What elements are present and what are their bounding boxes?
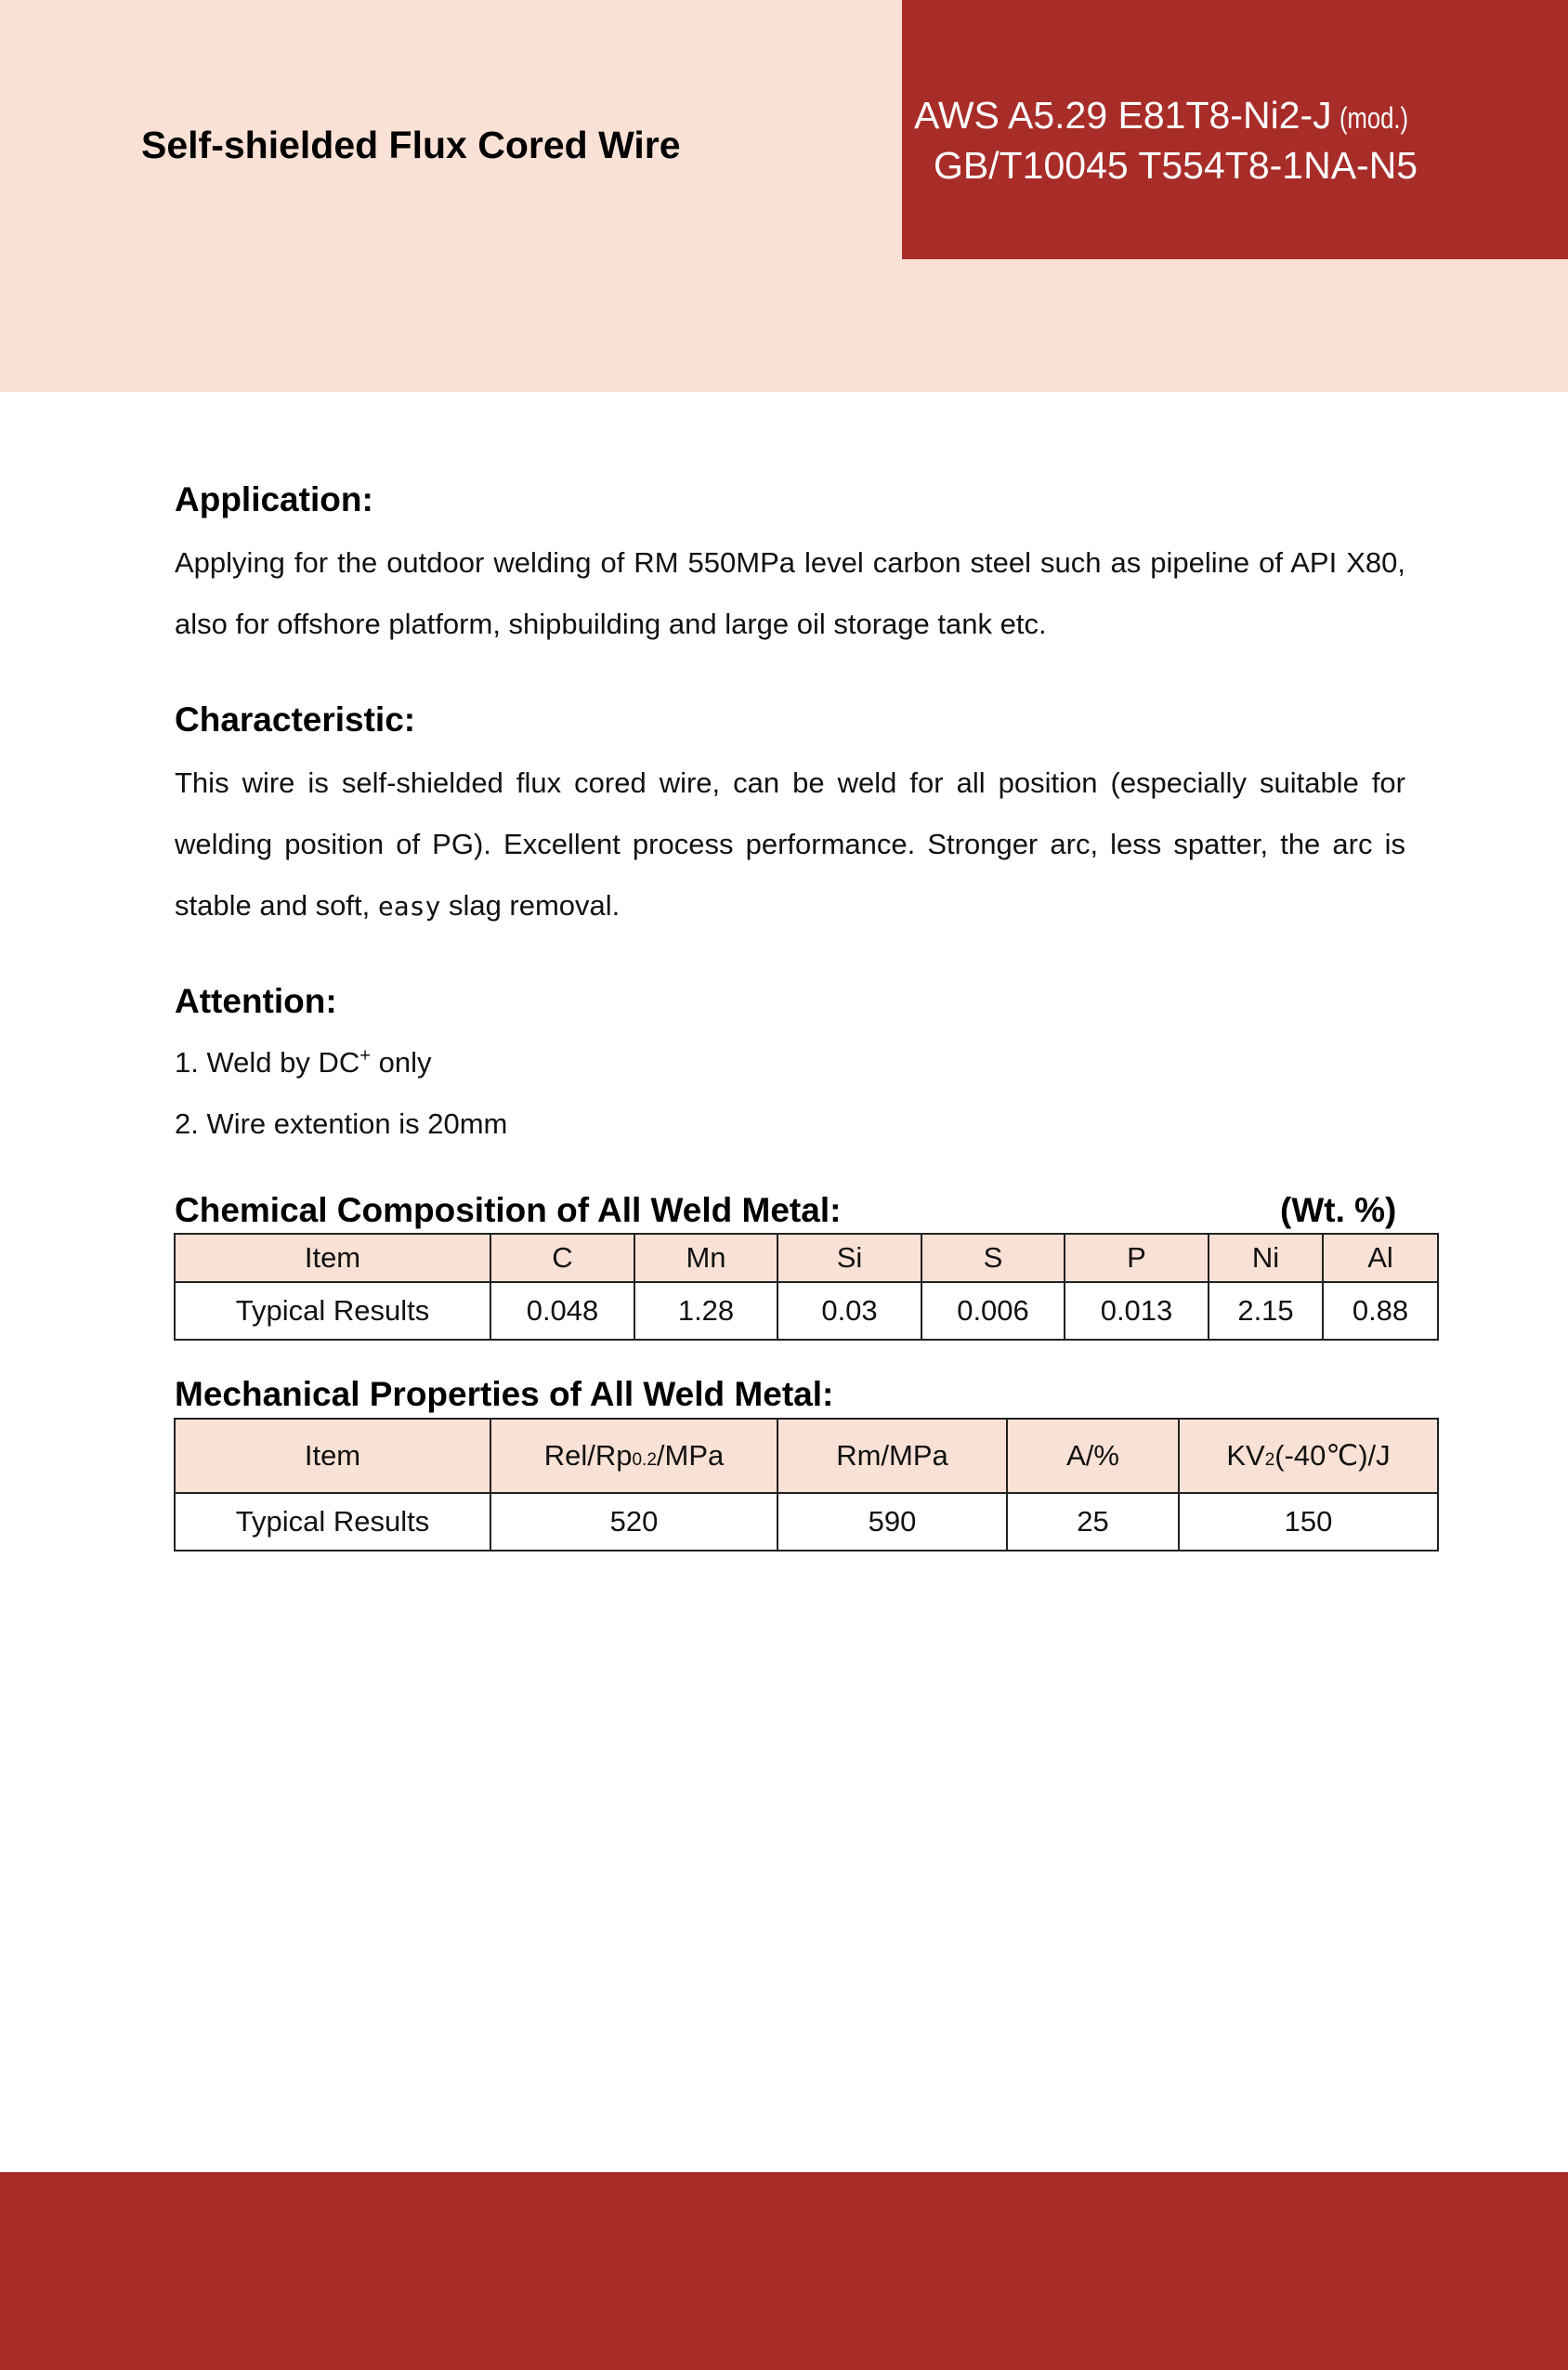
- chemical-col-header: Al: [1323, 1234, 1438, 1282]
- table-cell: 0.88: [1323, 1282, 1438, 1340]
- mechanical-properties-table: [174, 1418, 1439, 1552]
- chemical-composition-table: [174, 1233, 1439, 1341]
- table-cell: 0.006: [921, 1282, 1065, 1340]
- kv-rest: (-40℃)/J: [1274, 1439, 1391, 1472]
- kv-subscript: 2: [1264, 1450, 1275, 1470]
- rel-subscript: 0.2: [632, 1450, 657, 1470]
- table-cell: 0.048: [490, 1282, 634, 1340]
- mechanical-heading: Mechanical Properties of All Weld Metal:: [175, 1375, 834, 1413]
- table-cell: 2.15: [1209, 1282, 1323, 1340]
- chemical-col-header: C: [490, 1234, 634, 1282]
- characteristic-text: [175, 753, 1405, 937]
- attention-item-1-text: 1. Weld by DC: [175, 1046, 360, 1079]
- chemical-col-header: Mn: [634, 1234, 777, 1282]
- chemical-col-header: S: [921, 1234, 1065, 1282]
- mechanical-header-row: [175, 1419, 1438, 1493]
- table-cell: 520: [490, 1493, 777, 1551]
- chemical-col-header: P: [1065, 1234, 1209, 1282]
- characteristic-mono-word: easy: [377, 891, 441, 922]
- chemical-col-header: Item: [175, 1234, 490, 1282]
- chemical-unit-label: (Wt. %): [1280, 1191, 1397, 1229]
- table-cell: 590: [777, 1493, 1007, 1551]
- table-row: [175, 1493, 1438, 1551]
- mechanical-col-header: A/%: [1007, 1419, 1179, 1493]
- characteristic-text-main: This wire is self-shielded flux cored wire, can be weld for all position (especially suitable for welding position of PG). Excellent process performance. Stronger arc, less spatter, the arc is stable and soft,: [175, 766, 1405, 922]
- rel-unit: /MPa: [656, 1439, 725, 1472]
- table-cell: 0.013: [1065, 1282, 1209, 1340]
- characteristic-heading: Characteristic:: [175, 701, 416, 739]
- dc-polarity-sup: +: [359, 1045, 371, 1067]
- table-cell: Typical Results: [175, 1493, 490, 1551]
- table-cell: 25: [1007, 1493, 1179, 1551]
- chemical-col-header: Si: [777, 1234, 921, 1282]
- chemical-col-header: Ni: [1209, 1234, 1323, 1282]
- attention-item-1-tail: only: [370, 1046, 432, 1079]
- mechanical-col-header: Rm/MPa: [777, 1419, 1007, 1493]
- mechanical-col-header-kv: [1179, 1419, 1438, 1493]
- standard-box: [902, 0, 1568, 259]
- mechanical-col-header: Item: [175, 1419, 490, 1493]
- standard-line-aws: [914, 94, 1425, 137]
- rel-label: Rel/Rp: [543, 1439, 633, 1472]
- table-cell: 150: [1179, 1493, 1438, 1551]
- chemical-heading: Chemical Composition of All Weld Metal:: [175, 1191, 842, 1229]
- application-text: Applying for the outdoor welding of RM 550MPa level carbon steel such as pipeline of API X80, also for offshore platform, shipbuilding and large oil storage tank etc.: [175, 546, 1405, 640]
- attention-item-1: [175, 1046, 431, 1080]
- attention-item-2: 2. Wire extention is 20mm: [175, 1107, 508, 1140]
- characteristic-text-end: slag removal.: [448, 889, 621, 922]
- kv-label: KV: [1226, 1439, 1265, 1472]
- standard-mod-suffix: (mod.): [1339, 101, 1408, 135]
- product-title: Self-shielded Flux Cored Wire: [141, 124, 681, 166]
- footer-band: [0, 2172, 1568, 2370]
- table-cell: 1.28: [634, 1282, 777, 1340]
- chemical-header-row: [175, 1234, 1438, 1282]
- standard-aws-text: AWS A5.29 E81T8-Ni2-J: [914, 94, 1332, 137]
- standard-line-gb: GB/T10045 T554T8-1NA-N5: [934, 144, 1418, 187]
- attention-heading: Attention:: [175, 982, 337, 1020]
- mechanical-col-header-rel: [490, 1419, 777, 1493]
- table-row: [175, 1282, 1438, 1340]
- table-cell: 0.03: [777, 1282, 921, 1340]
- application-heading: Application:: [175, 480, 373, 518]
- table-cell: Typical Results: [175, 1282, 490, 1340]
